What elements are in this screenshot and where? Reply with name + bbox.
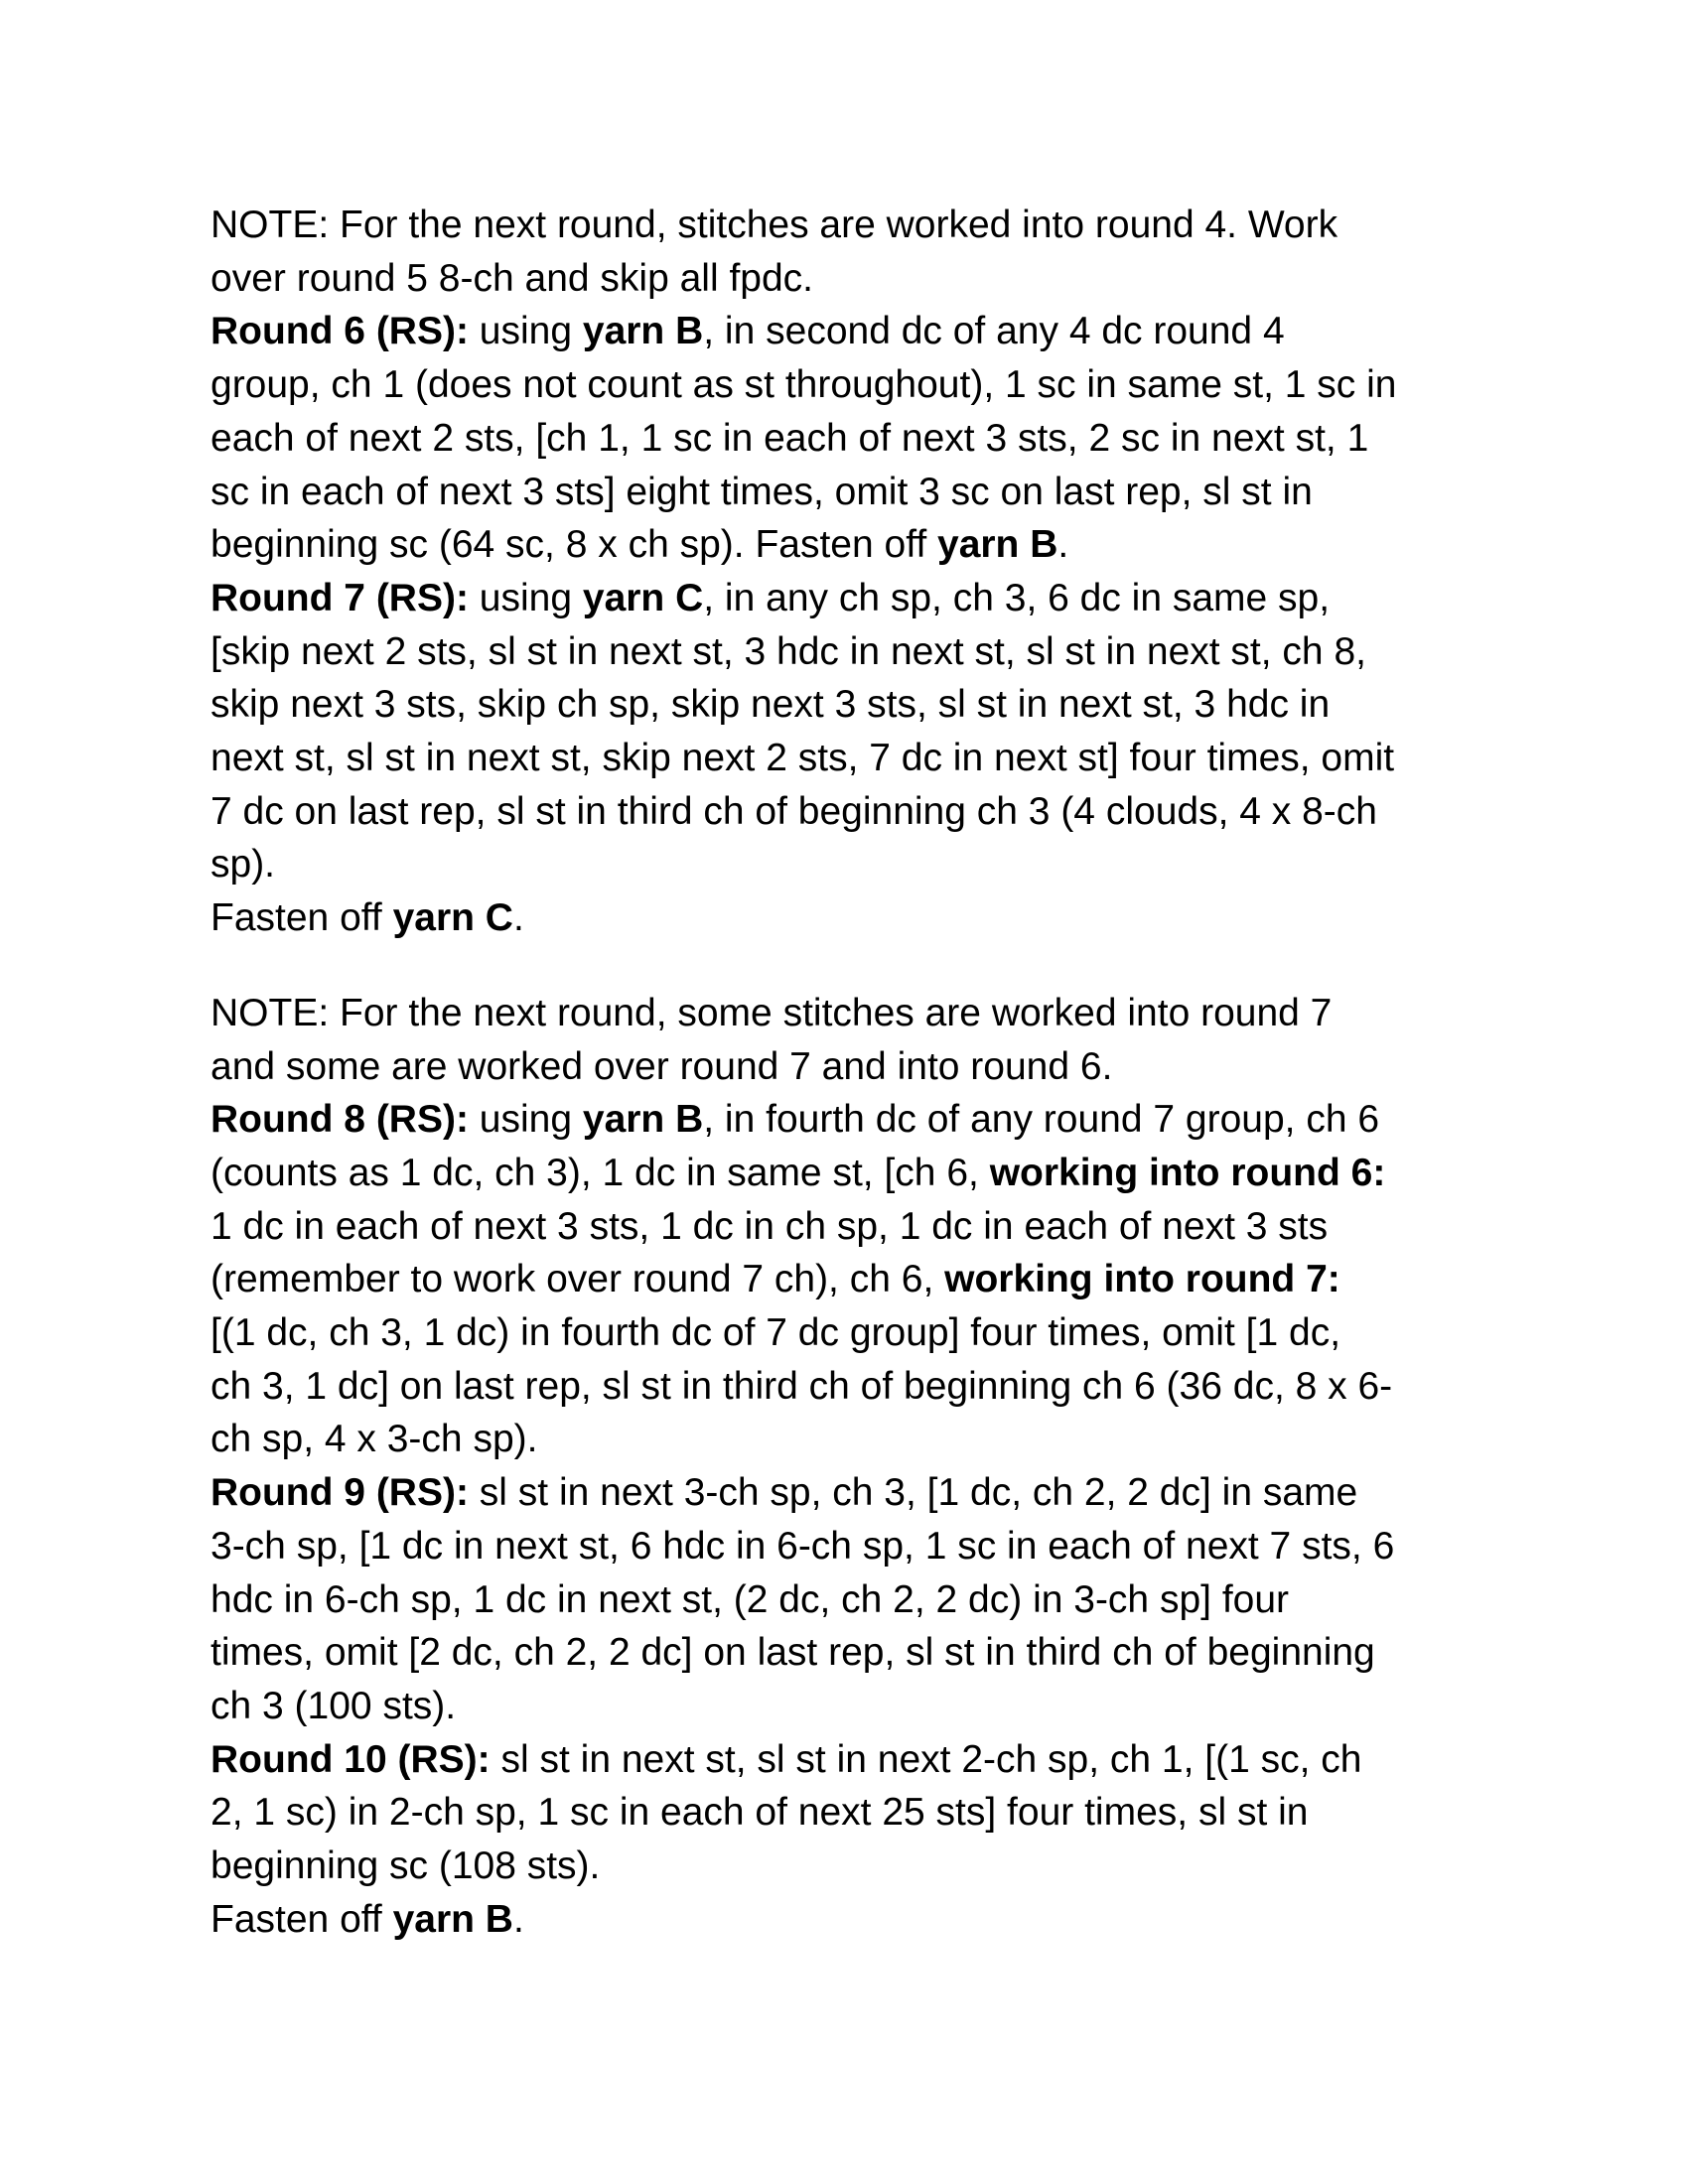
yarn-label: yarn C <box>582 576 704 619</box>
text-run: , in fourth dc of any round 7 group, ch 6 <box>703 1098 1380 1142</box>
round-label: Round 7 (RS): <box>211 576 469 619</box>
section-gap <box>211 945 1501 987</box>
text-run: . <box>1057 523 1069 567</box>
text-line: beginning sc (108 sts). <box>211 1844 601 1888</box>
text-line <box>211 572 1501 625</box>
round-10-instructions <box>211 1733 1501 1947</box>
note-line: NOTE: For the next round, some stitches are worked into round 7 <box>211 991 1333 1034</box>
text-run: sl st in next 3-ch sp, ch 3, [1 dc, ch 2, 2 dc] in same <box>468 1471 1358 1515</box>
working-into-label: working into round 6: <box>989 1151 1386 1194</box>
text-run: . <box>512 896 524 940</box>
text-line: skip next 3 sts, skip ch sp, skip next 3 sts, sl st in next st, 3 hdc in <box>211 683 1331 727</box>
text-run: (counts as 1 dc, ch 3), 1 dc in same st, [ch 6, <box>211 1151 990 1194</box>
text-line <box>211 1093 1501 1147</box>
yarn-label: yarn C <box>392 896 513 940</box>
text-line: ch sp, 4 x 3-ch sp). <box>211 1418 538 1461</box>
text-line <box>211 1733 1501 1787</box>
text-line <box>211 1466 1501 1520</box>
text-line <box>211 1147 1501 1200</box>
note-line: and some are worked over round 7 and into round 6. <box>211 1044 1113 1088</box>
yarn-label: yarn B <box>582 310 704 353</box>
text-run: sl st in next st, sl st in next 2-ch sp, ch 1, [(1 sc, ch <box>490 1737 1362 1781</box>
text-run: (remember to work over round 7 ch), ch 6, <box>211 1258 945 1301</box>
round-label: Round 6 (RS): <box>211 310 469 353</box>
text-line: 1 dc in each of next 3 sts, 1 dc in ch sp, 1 dc in each of next 3 sts <box>211 1204 1329 1248</box>
round-8-instructions <box>211 1093 1501 1466</box>
yarn-label: yarn B <box>937 523 1058 567</box>
text-line: [skip next 2 sts, sl st in next st, 3 hdc in next st, sl st in next st, ch 8, <box>211 629 1366 673</box>
section-1 <box>211 199 1501 945</box>
text-line: times, omit [2 dc, ch 2, 2 dc] on last rep, sl st in third ch of beginning <box>211 1631 1375 1675</box>
text-line: 3-ch sp, [1 dc in next st, 6 hdc in 6-ch sp, 1 sc in each of next 7 sts, 6 <box>211 1524 1395 1568</box>
text-run: using <box>468 310 583 353</box>
text-line: each of next 2 sts, [ch 1, 1 sc in each of next 3 sts, 2 sc in next st, 1 <box>211 416 1369 460</box>
fasten-off-line <box>211 891 1501 945</box>
text-run: Fasten off <box>211 1897 393 1941</box>
yarn-label: yarn B <box>582 1098 704 1142</box>
pattern-page <box>211 199 1501 1947</box>
round-6-instructions <box>211 305 1501 572</box>
note-line: over round 5 8-ch and skip all fpdc. <box>211 256 814 300</box>
fasten-off-line <box>211 1893 1501 1947</box>
text-run: Fasten off <box>211 896 393 940</box>
text-line <box>211 518 1501 572</box>
text-line: [(1 dc, ch 3, 1 dc) in fourth dc of 7 dc group] four times, omit [1 dc, <box>211 1311 1341 1355</box>
text-line: next st, sl st in next st, skip next 2 sts, 7 dc in next st] four times, omit <box>211 737 1395 780</box>
text-line: sc in each of next 3 sts] eight times, omit 3 sc on last rep, sl st in <box>211 470 1313 513</box>
text-line <box>211 1253 1501 1306</box>
text-line <box>211 305 1501 358</box>
text-line: 2, 1 sc) in 2-ch sp, 1 sc in each of next 25 sts] four times, sl st in <box>211 1791 1309 1835</box>
text-line: hdc in 6-ch sp, 1 dc in next st, (2 dc, ch 2, 2 dc) in 3-ch sp] four <box>211 1577 1290 1621</box>
round-7-instructions <box>211 572 1501 945</box>
text-run: using <box>468 1098 583 1142</box>
text-run: using <box>468 576 583 619</box>
note-line: NOTE: For the next round, stitches are worked into round 4. Work <box>211 204 1338 246</box>
text-line: ch 3, 1 dc] on last rep, sl st in third ch of beginning ch 6 (36 dc, 8 x 6- <box>211 1364 1393 1408</box>
text-run: . <box>512 1897 524 1941</box>
round-label: Round 9 (RS): <box>211 1471 469 1515</box>
round-label: Round 8 (RS): <box>211 1098 469 1142</box>
text-line: ch 3 (100 sts). <box>211 1684 457 1727</box>
text-run: , in any ch sp, ch 3, 6 dc in same sp, <box>703 576 1331 619</box>
text-run: , in second dc of any 4 dc round 4 <box>703 310 1285 353</box>
section-2 <box>211 987 1501 1947</box>
round-9-instructions <box>211 1466 1501 1733</box>
text-run: beginning sc (64 sc, 8 x ch sp). Fasten off <box>211 523 937 567</box>
working-into-label: working into round 7: <box>944 1258 1340 1301</box>
text-line: 7 dc on last rep, sl st in third ch of beginning ch 3 (4 clouds, 4 x 8-ch <box>211 789 1377 833</box>
text-line: group, ch 1 (does not count as st throughout), 1 sc in same st, 1 sc in <box>211 363 1397 407</box>
round-label: Round 10 (RS): <box>211 1737 491 1781</box>
yarn-label: yarn B <box>392 1897 513 1941</box>
text-line: sp). <box>211 843 276 887</box>
